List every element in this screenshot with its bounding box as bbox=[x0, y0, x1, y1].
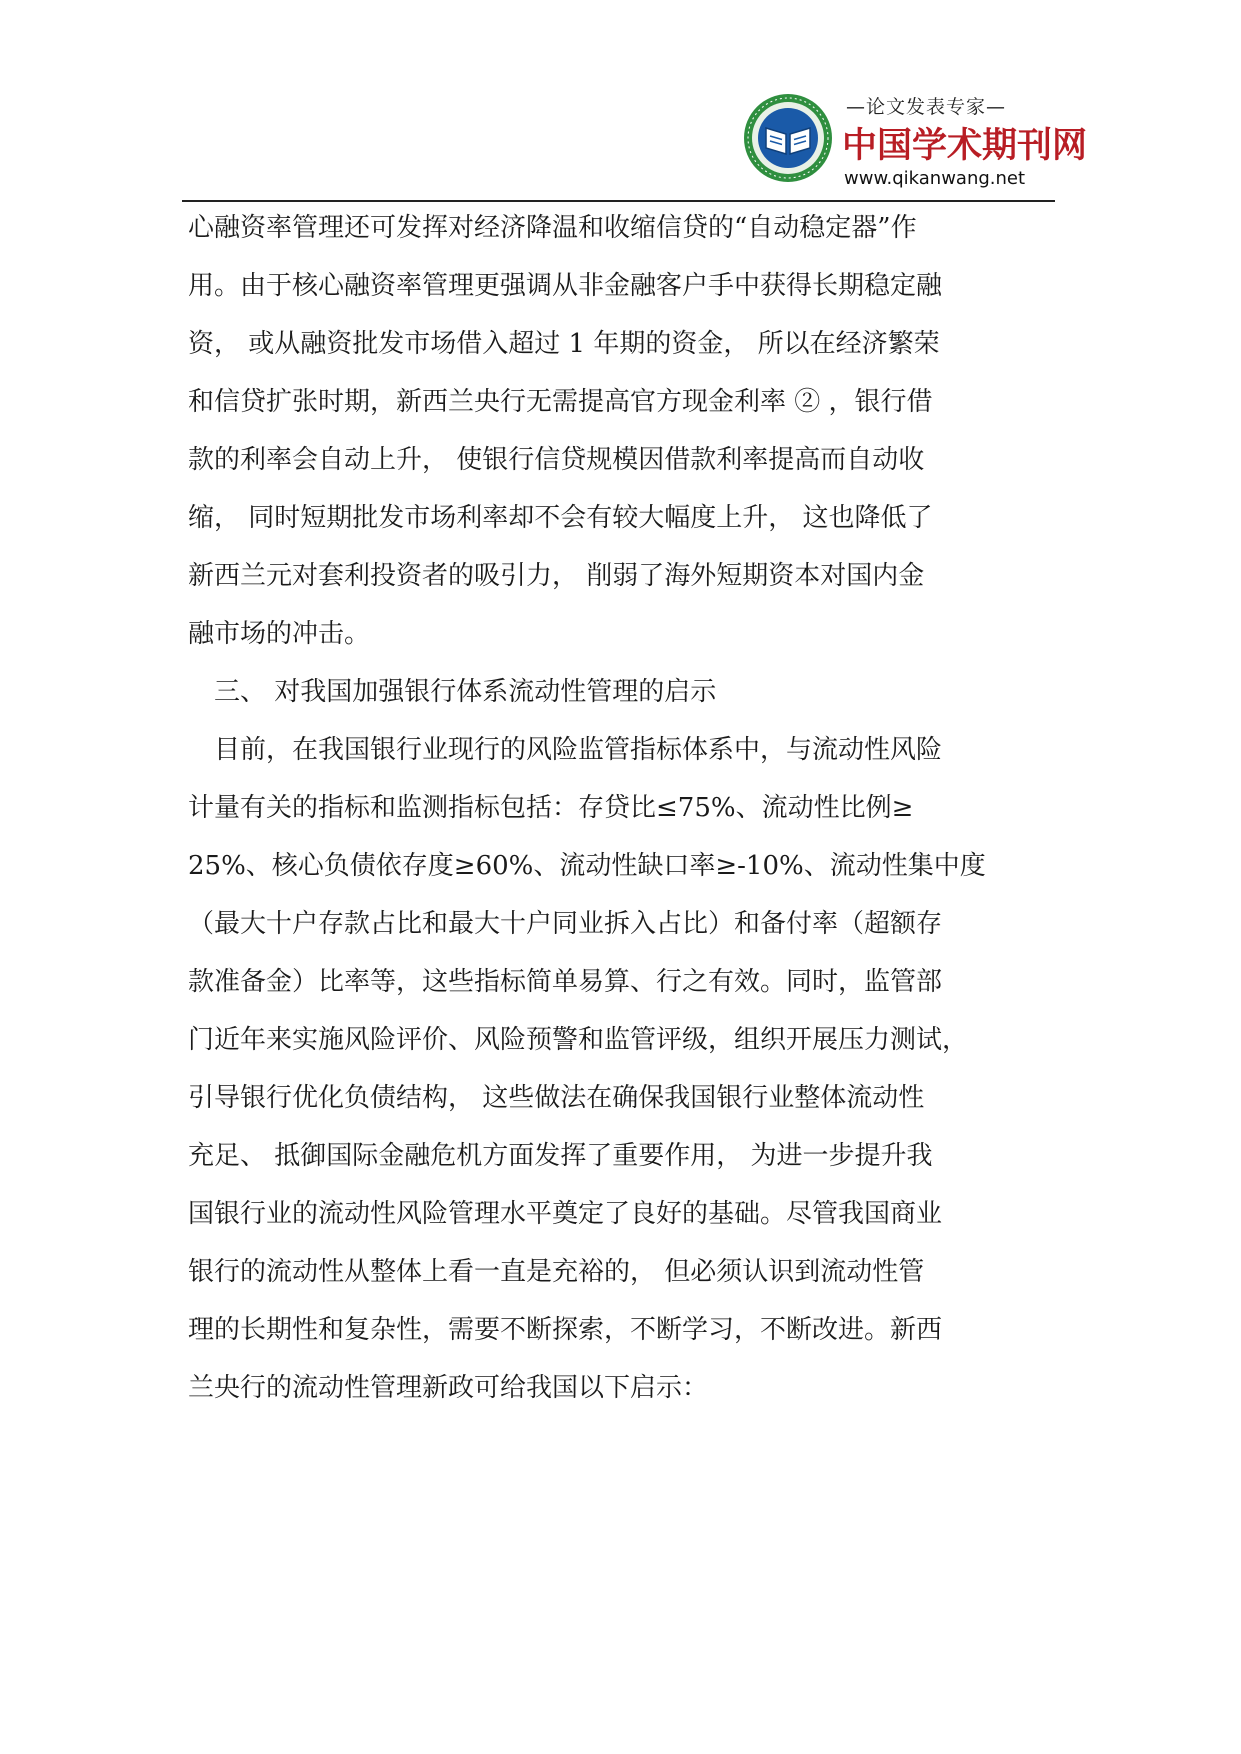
text-line: 用。由于核心融资率管理更强调从非金融客户手中获得长期稳定融 bbox=[188, 271, 943, 301]
text-line: 银行的流动性从整体上看一直是充裕的， 但必须认识到流动性管 bbox=[188, 1257, 925, 1287]
text-line: 25%、核心负债依存度≥60%、流动性缺口率≥-10%、流动性集中度 bbox=[188, 851, 986, 881]
text-line: 理的长期性和复杂性，需要不断探索，不断学习，不断改进。新西 bbox=[188, 1315, 943, 1345]
text-line: 计量有关的指标和监测指标包括：存贷比≤75%、流动性比例≥ bbox=[188, 793, 914, 823]
text-line: 心融资率管理还可发挥对经济降温和收缩信贷的“自动稳定器”作 bbox=[188, 213, 917, 243]
text-line: （最大十户存款占比和最大十户同业拆入占比）和备付率（超额存 bbox=[188, 909, 943, 939]
logo-seal-icon bbox=[742, 92, 834, 184]
text-line: 缩， 同时短期批发市场利率却不会有较大幅度上升， 这也降低了 bbox=[188, 503, 933, 533]
logo-url: www.qikanwang.net bbox=[844, 168, 1026, 189]
text-line: 国银行业的流动性风险管理水平奠定了良好的基础。尽管我国商业 bbox=[188, 1199, 943, 1229]
text-line: 充足、 抵御国际金融危机方面发挥了重要作用， 为进一步提升我 bbox=[188, 1141, 933, 1171]
text-line: 目前，在我国银行业现行的风险监管指标体系中，与流动性风险 bbox=[214, 735, 943, 765]
logo-tagline: —论文发表专家— bbox=[846, 96, 1007, 118]
header-divider bbox=[182, 200, 1055, 202]
text-line: 新西兰元对套利投资者的吸引力， 削弱了海外短期资本对国内金 bbox=[188, 561, 925, 591]
text-line: 兰央行的流动性管理新政可给我国以下启示： bbox=[188, 1373, 709, 1403]
text-line: 资， 或从融资批发市场借入超过 1 年期的资金， 所以在经济繁荣 bbox=[188, 329, 940, 359]
site-logo bbox=[738, 88, 1088, 200]
text-line: 门近年来实施风险评价、风险预警和监管评级，组织开展压力测试， bbox=[188, 1025, 969, 1055]
section-heading: 三、 对我国加强银行体系流动性管理的启示 bbox=[214, 677, 717, 707]
text-line: 款准备金）比率等，这些指标简单易算、行之有效。同时，监管部 bbox=[188, 967, 943, 997]
text-line: 款的利率会自动上升， 使银行信贷规模因借款利率提高而自动收 bbox=[188, 445, 925, 475]
text-line: 引导银行优化负债结构， 这些做法在确保我国银行业整体流动性 bbox=[188, 1083, 925, 1113]
page-header bbox=[0, 0, 1241, 206]
text-line: 融市场的冲击。 bbox=[188, 619, 371, 649]
text-line: 和信贷扩张时期，新西兰央行无需提高官方现金利率 ② ，银行借 bbox=[188, 387, 933, 417]
logo-title: 中国学术期刊网 bbox=[842, 126, 1088, 166]
